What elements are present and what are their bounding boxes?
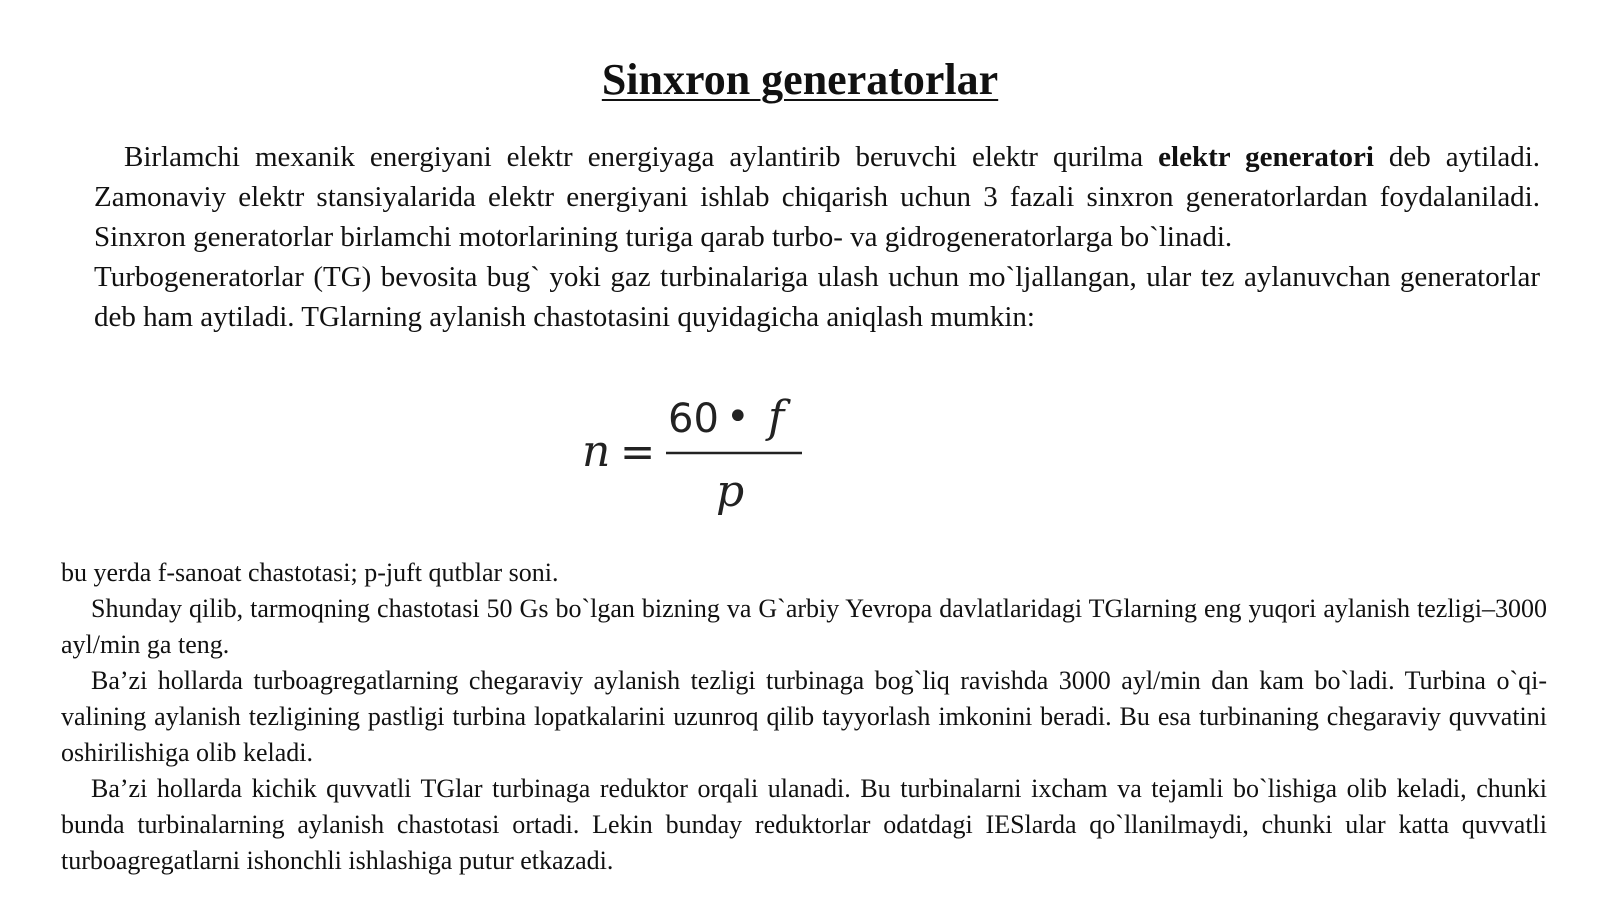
body-paragraph-max-speed: Shunday qilib, tarmoqning chastotasi 50 Gs bo`lgan bizning va G`arbiy Yevropa davlatlaridagi TGlarning eng yuqori aylanish tezligi–3000 ayl/min ga teng. — [61, 594, 1547, 659]
intro-text-before-term: Birlamchi mexanik energiyani elektr energiyaga aylantirib beruvchi elektr qurilma — [124, 141, 1159, 173]
formula-equals-sign: = — [620, 427, 656, 476]
body-paragraph-limit-speed: Ba’zi hollarda turboagregatlarning chegaraviy aylanish tezligi turbinaga bog`liq ravishda 3000 ayl/min dan kam bo`ladi. Turbina o`qi-valining aylanish tezligining pastligi turbina lopatkalarini uzunroq qilib tayyorlash imkonini beradi. Bu esa turbinaning chegaraviy quvvatini oshirilishiga olib keladi. — [61, 666, 1547, 767]
formula-numerator-f: f — [768, 392, 785, 443]
body-paragraph-reducer: Ba’zi hollarda kichik quvvatli TGlar turbinaga reduktor orqali ulanadi. Bu turbinalarni ixcham va tejamli bo`lishiga olib keladi, chunki bunda turbinalarning aylanish chastotasi ortadi. Lekin bunday reduktorlar odatdagi IESlarda qo`llanilmaydi, chunki ular katta quvvatli turboagregatlarni ishonchli ishlashiga putur etkazadi. — [61, 774, 1547, 875]
intro-paragraph-turbogenerators: Turbogeneratorlar (TG) bevosita bug` yoki gaz turbinalariga ulash uchun mo`ljallangan, ular tez aylanuvchan generatorlar deb ham aytiladi. TGlarning aylanish chastotasini quyidagicha aniqlash mumkin: — [94, 261, 1540, 333]
body-paragraph-legend: bu yerda f-sanoat chastotasi; p-juft qutblar soni. — [61, 558, 559, 587]
intro-text-after-term: deb aytiladi. Zamonaviy elektr stansiyalarida elektr energiyani ishlab chiqarish uchun 3 fazali sinxron generatorlardan foydalaniladi. Sinxron generatorlar birlamchi motorlarining turiga qarab turbo- va gidrogeneratorlarga bo`linadi. — [94, 141, 1541, 253]
formula-numerator-number: 60 — [668, 396, 719, 442]
page-title: Sinxron generatorlar — [601, 55, 999, 104]
body-section — [61, 555, 1547, 879]
formula-numerator-operator: • — [726, 394, 750, 440]
formula-denominator-p: p — [716, 466, 745, 517]
rotation-speed-formula — [582, 392, 850, 533]
term-elektr-generatori: elektr generatori — [1158, 141, 1374, 173]
intro-paragraph-definition — [94, 137, 1540, 257]
formula-lhs-n: n — [582, 426, 611, 477]
intro-section — [94, 137, 1540, 337]
